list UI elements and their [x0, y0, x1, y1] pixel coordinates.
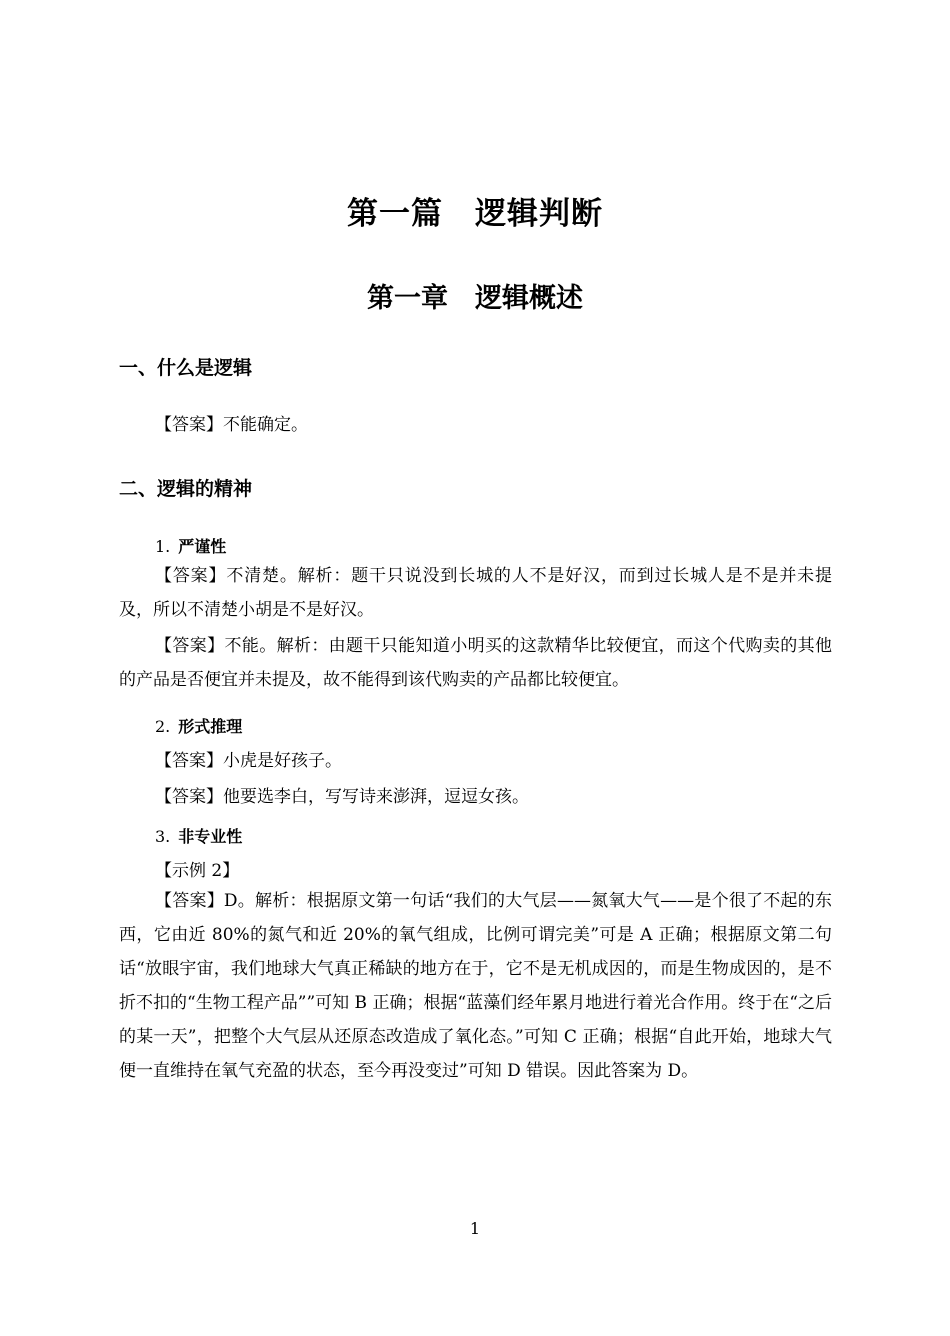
subsection-heading [155, 534, 226, 557]
answer-text: 【答案】他要选李白，写写诗来澎湃，逗逗女孩。 [155, 787, 529, 807]
subsection-title: 严谨性 [178, 537, 227, 556]
subsection-number: 1. [155, 537, 171, 556]
answer-text: 【答案】不能确定。 [155, 415, 308, 435]
subsection-number: 3. [155, 827, 171, 846]
paragraph: 【答案】不能。解析：由题干只能知道小明买的这款精华比较便宜，而这个代购卖的其他的产品是否便宜并未提及，故不能得到该代购卖的产品都比较便宜。 [119, 636, 832, 690]
subsection-heading [155, 824, 242, 847]
paragraph: 【答案】不清楚。解析：题干只说没到长城的人不是好汉，而到过长城人是不是并未提及，所以不清楚小胡是不是好汉。 [119, 566, 832, 620]
page-number: 1 [469, 1219, 481, 1238]
example-label: 【示例 2】 [155, 861, 240, 881]
subsection-title: 形式推理 [178, 717, 243, 736]
subsection-heading [155, 714, 242, 737]
subsection-title: 非专业性 [178, 827, 243, 846]
subsection-number: 2. [155, 717, 171, 736]
part-title: 第一篇 逻辑判断 [347, 196, 603, 232]
section-heading-1: 一、什么是逻辑 [119, 357, 253, 379]
chapter-title: 第一章 逻辑概述 [367, 283, 583, 314]
answer-text: 【答案】小虎是好孩子。 [155, 751, 342, 771]
paragraph: 【答案】D。解析：根据原文第一句话“我们的大气层——氮氧大气——是个很了不起的东西，它由近 80%的氮气和近 20%的氧气组成，比例可谓完美”可是 A 正确；根据原文第二句话“放眼宇宙，我们地球大气真正稀缺的地方在于，它不是无机成因的，而是生物成因的，是不折不扣的“生物工程产品””可知 B 正确；根据“蓝藻们经年累月地进行着光合作用。终于在“之后的某一天”，把整个大气层从还原态改造成了氧化态。”可知 C 正确；根据“自此开始，地球大气便一直维持在氧气充盈的状态，至今再没变过”可知 D 错误。因此答案为 D。 [119, 891, 832, 1081]
section-heading-2: 二、逻辑的精神 [119, 478, 253, 500]
